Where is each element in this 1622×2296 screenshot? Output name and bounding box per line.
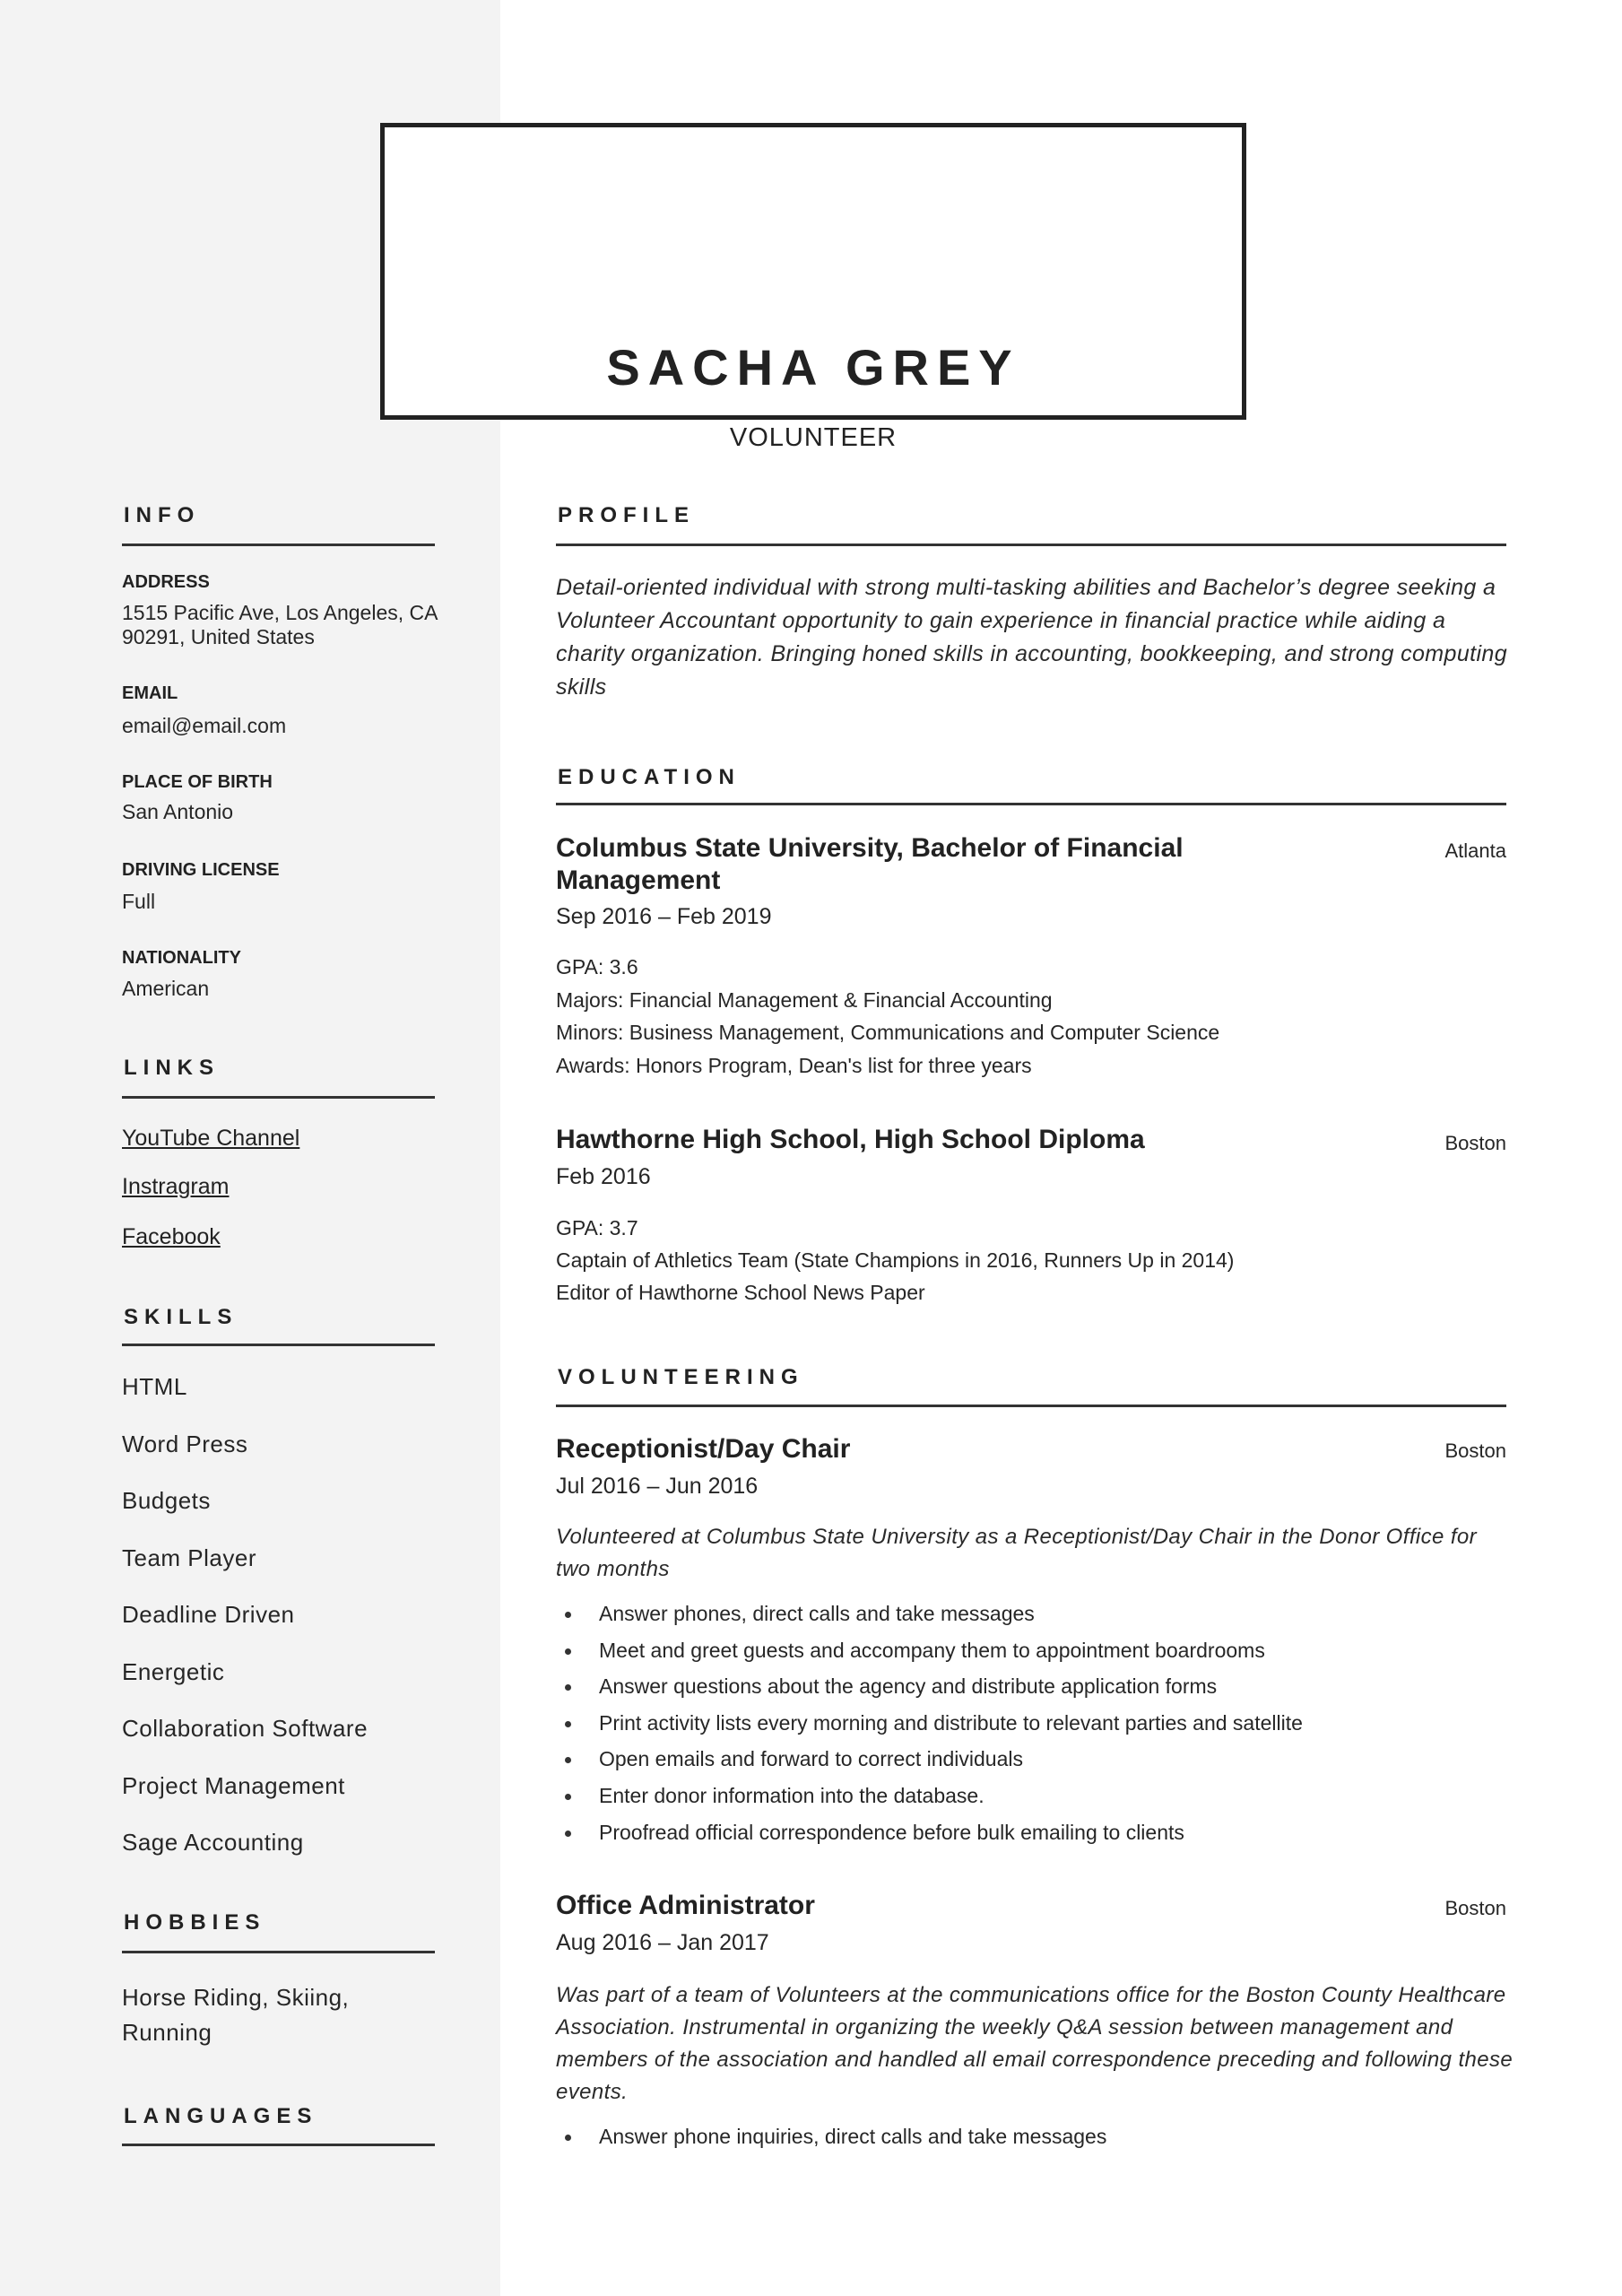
- education-detail: Captain of Athletics Team (State Champions in 2016, Runners Up in 2014): [556, 1248, 1235, 1272]
- skill-item: Energetic: [122, 1658, 225, 1685]
- info-divider: [122, 544, 435, 546]
- bullet-item: Proofread official correspondence before bulk emailing to clients: [556, 1814, 1515, 1851]
- bullet-item: Answer phone inquiries, direct calls and take messages: [556, 2118, 1515, 2155]
- education-detail: Majors: Financial Management & Financial Accounting: [556, 988, 1053, 1012]
- volunteering-heading: VOLUNTEERING: [558, 1365, 804, 1389]
- languages-divider: [122, 2144, 435, 2146]
- candidate-name: SACHA GREY: [606, 339, 1020, 396]
- skill-item: Collaboration Software: [122, 1715, 369, 1742]
- links-divider: [122, 1096, 435, 1099]
- volunteer-role-title: Receptionist/Day Chair: [556, 1434, 851, 1464]
- address-line2: 90291, United States: [122, 625, 315, 648]
- education-detail: Minors: Business Management, Communications and Computer Science: [556, 1021, 1220, 1044]
- skill-item: Deadline Driven: [122, 1601, 295, 1628]
- address-label: ADDRESS: [122, 572, 210, 592]
- skill-item: Sage Accounting: [122, 1829, 304, 1856]
- bullet-item: Print activity lists every morning and distribute to relevant parties and satellite: [556, 1705, 1515, 1742]
- email-label: EMAIL: [122, 683, 178, 703]
- license-value: Full: [122, 890, 156, 913]
- volunteer-bullets: [556, 1596, 1515, 1850]
- education-heading: EDUCATION: [558, 765, 741, 789]
- education-divider: [556, 803, 1506, 805]
- volunteer-description: Volunteered at Columbus State University as a Receptionist/Day Chair in the Donor Office for two months: [556, 1525, 1478, 1581]
- nationality-value: American: [122, 977, 210, 1000]
- education-detail: Editor of Hawthorne School News Paper: [556, 1281, 925, 1304]
- education-title: Columbus State University, Bachelor of Financial Management: [556, 833, 1184, 895]
- education-dates: Sep 2016 – Feb 2019: [556, 904, 772, 929]
- languages-heading: LANGUAGES: [124, 2104, 318, 2128]
- bullet-item: Meet and greet guests and accompany them to appointment boardrooms: [556, 1632, 1515, 1669]
- candidate-title: VOLUNTEER: [729, 423, 898, 452]
- skills-heading: SKILLS: [124, 1305, 239, 1329]
- volunteer-bullets: [556, 2118, 1515, 2155]
- link-facebook[interactable]: Facebook: [122, 1224, 221, 1249]
- license-label: DRIVING LICENSE: [122, 860, 280, 880]
- volunteer-dates: Jul 2016 – Jun 2016: [556, 1474, 759, 1499]
- hobbies-line1: Horse Riding, Skiing,: [122, 1984, 350, 2011]
- skill-item: Budgets: [122, 1487, 211, 1514]
- name-header-box: [380, 123, 1246, 452]
- volunteer-description: Was part of a team of Volunteers at the communications office for the Boston County Healthcare Association. Instrumental in organizing the weekly Q&A session between management and members of the association and handled all email correspondence preceding and following these events.: [556, 1983, 1514, 2104]
- education-location: Boston: [1444, 1132, 1506, 1154]
- hobbies-divider: [122, 1951, 435, 1953]
- skill-item: Team Player: [122, 1544, 256, 1571]
- education-title: Hawthorne High School, High School Diploma: [556, 1125, 1145, 1154]
- bullet-item: Enter donor information into the database.: [556, 1778, 1515, 1814]
- nationality-label: NATIONALITY: [122, 948, 241, 968]
- education-detail: GPA: 3.7: [556, 1216, 638, 1239]
- links-heading: LINKS: [124, 1056, 220, 1080]
- link-instagram[interactable]: Instragram: [122, 1174, 230, 1199]
- pob-label: PLACE OF BIRTH: [122, 772, 273, 792]
- education-detail: Awards: Honors Program, Dean's list for three years: [556, 1054, 1032, 1077]
- link-youtube[interactable]: YouTube Channel: [122, 1126, 300, 1151]
- profile-heading: PROFILE: [558, 503, 696, 527]
- volunteering-divider: [556, 1405, 1506, 1407]
- education-dates: Feb 2016: [556, 1164, 651, 1189]
- bullet-item: Answer phones, direct calls and take messages: [556, 1596, 1515, 1632]
- education-location: Atlanta: [1444, 839, 1506, 862]
- skill-item: Word Press: [122, 1431, 248, 1457]
- email-value: email@email.com: [122, 714, 287, 737]
- profile-text: Detail-oriented individual with strong multi-tasking abilities and Bachelor’s degree seeking a Volunteer Accountant opportunity to gain experience in financial practice while aiding a charity organization. Bringing honed skills in accounting, bookkeeping, and strong computing skills: [556, 575, 1508, 700]
- bullet-item: Answer questions about the agency and distribute application forms: [556, 1668, 1515, 1705]
- skill-item: Project Management: [122, 1772, 345, 1799]
- pob-value: San Antonio: [122, 800, 234, 823]
- skill-item: HTML: [122, 1373, 187, 1400]
- profile-divider: [556, 544, 1506, 546]
- skills-divider: [122, 1344, 435, 1346]
- hobbies-line2: Running: [122, 2019, 213, 2046]
- education-detail: GPA: 3.6: [556, 955, 638, 978]
- volunteer-dates: Aug 2016 – Jan 2017: [556, 1930, 769, 1955]
- volunteer-location: Boston: [1444, 1897, 1506, 1919]
- address-line1: 1515 Pacific Ave, Los Angeles, CA: [122, 601, 438, 624]
- volunteer-role-title: Office Administrator: [556, 1891, 815, 1920]
- bullet-item: Open emails and forward to correct individuals: [556, 1741, 1515, 1778]
- volunteer-location: Boston: [1444, 1439, 1506, 1462]
- info-heading: INFO: [124, 503, 201, 527]
- hobbies-heading: HOBBIES: [124, 1910, 266, 1935]
